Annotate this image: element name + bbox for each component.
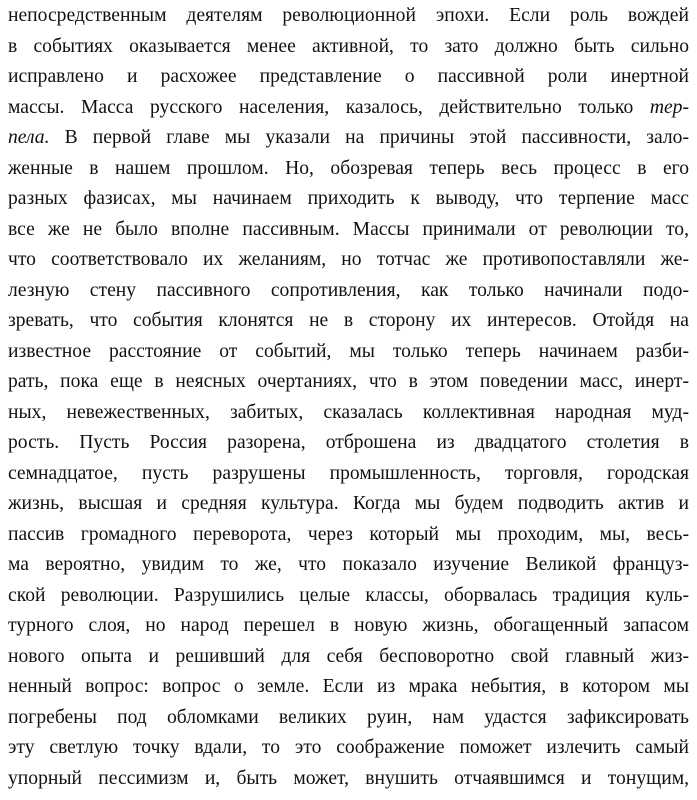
text-line: ской революции. Разрушились целые классы, оборвалась традиция куль- <box>8 584 689 606</box>
text-line: что соответствовало их желаниям, но тотчас же противопоставляли же- <box>8 249 689 270</box>
text-line: погребены под обломками великих руин, нам удастся зафиксировать <box>8 706 689 728</box>
text-segment: В первой главе мы указали на причины этой пассивности, зало- <box>49 127 689 148</box>
text-line: непосредственным деятелям революционной эпохи. Если роль вождей <box>8 5 689 26</box>
text-line <box>8 122 689 153</box>
text-line: зревать, что события клонятся не в сторону их интересов. Отойдя на <box>8 310 689 331</box>
text-line: в событиях оказывается менее активной, то зато должно быть сильно <box>8 35 689 57</box>
text-line: рать, пока еще в неясных очертаниях, что в этом поведении масс, инерт- <box>8 371 689 392</box>
text-line: семнадцатое, пусть разрушены промышленность, торговля, городская <box>8 462 689 484</box>
italic-word: тер- <box>649 96 689 118</box>
italic-word: пела. <box>8 127 50 148</box>
text-line: нового опыта и решивший для себя бесповоротно свой главный жиз- <box>8 645 689 667</box>
text-line: пассив громадного переворота, через который мы проходим, мы, весь- <box>8 523 689 545</box>
text-line: женные в нашем прошлом. Но, обозревая теперь весь процесс в его <box>8 157 689 179</box>
text-line: эту светлую точку вдали, то это соображение поможет излечить самый <box>8 737 689 758</box>
text-line: ма вероятно, увидим то же, что показало изучение Великой француз- <box>8 554 689 575</box>
text-line: турного слоя, но народ перешел в новую жизнь, обогащенный запасом <box>8 615 689 636</box>
text-line: разных фазисах, мы начинаем приходить к выводу, что терпение масс <box>8 188 689 209</box>
text-line: рость. Пусть Россия разорена, отброшена из двадцатого столетия в <box>8 432 689 453</box>
text-line: упорный пессимизм и, быть может, внушить отчаявшимся и тонущим, <box>8 767 689 789</box>
text-line: все же не было вполне пассивным. Массы принимали от революции то, <box>8 218 689 240</box>
text-line: лезную стену пассивного сопротивления, как только начинали подо- <box>8 279 689 301</box>
text-line: исправлено и расхожее представление о пассивной роли инертной <box>8 66 689 87</box>
text-line: жизнь, высшая и средняя культура. Когда мы будем подводить актив и <box>8 493 689 514</box>
text-segment: массы. Масса русского населения, казалось, действительно только <box>8 96 650 118</box>
text-line <box>8 92 689 123</box>
text-line: ных, невежественных, забитых, сказалась коллективная народная муд- <box>8 401 689 423</box>
text-line: ненный вопрос: вопрос о земле. Если из мрака небытия, в котором мы <box>8 676 689 697</box>
text-line: известное расстояние от событий, мы только теперь начинаем разби- <box>8 340 689 362</box>
